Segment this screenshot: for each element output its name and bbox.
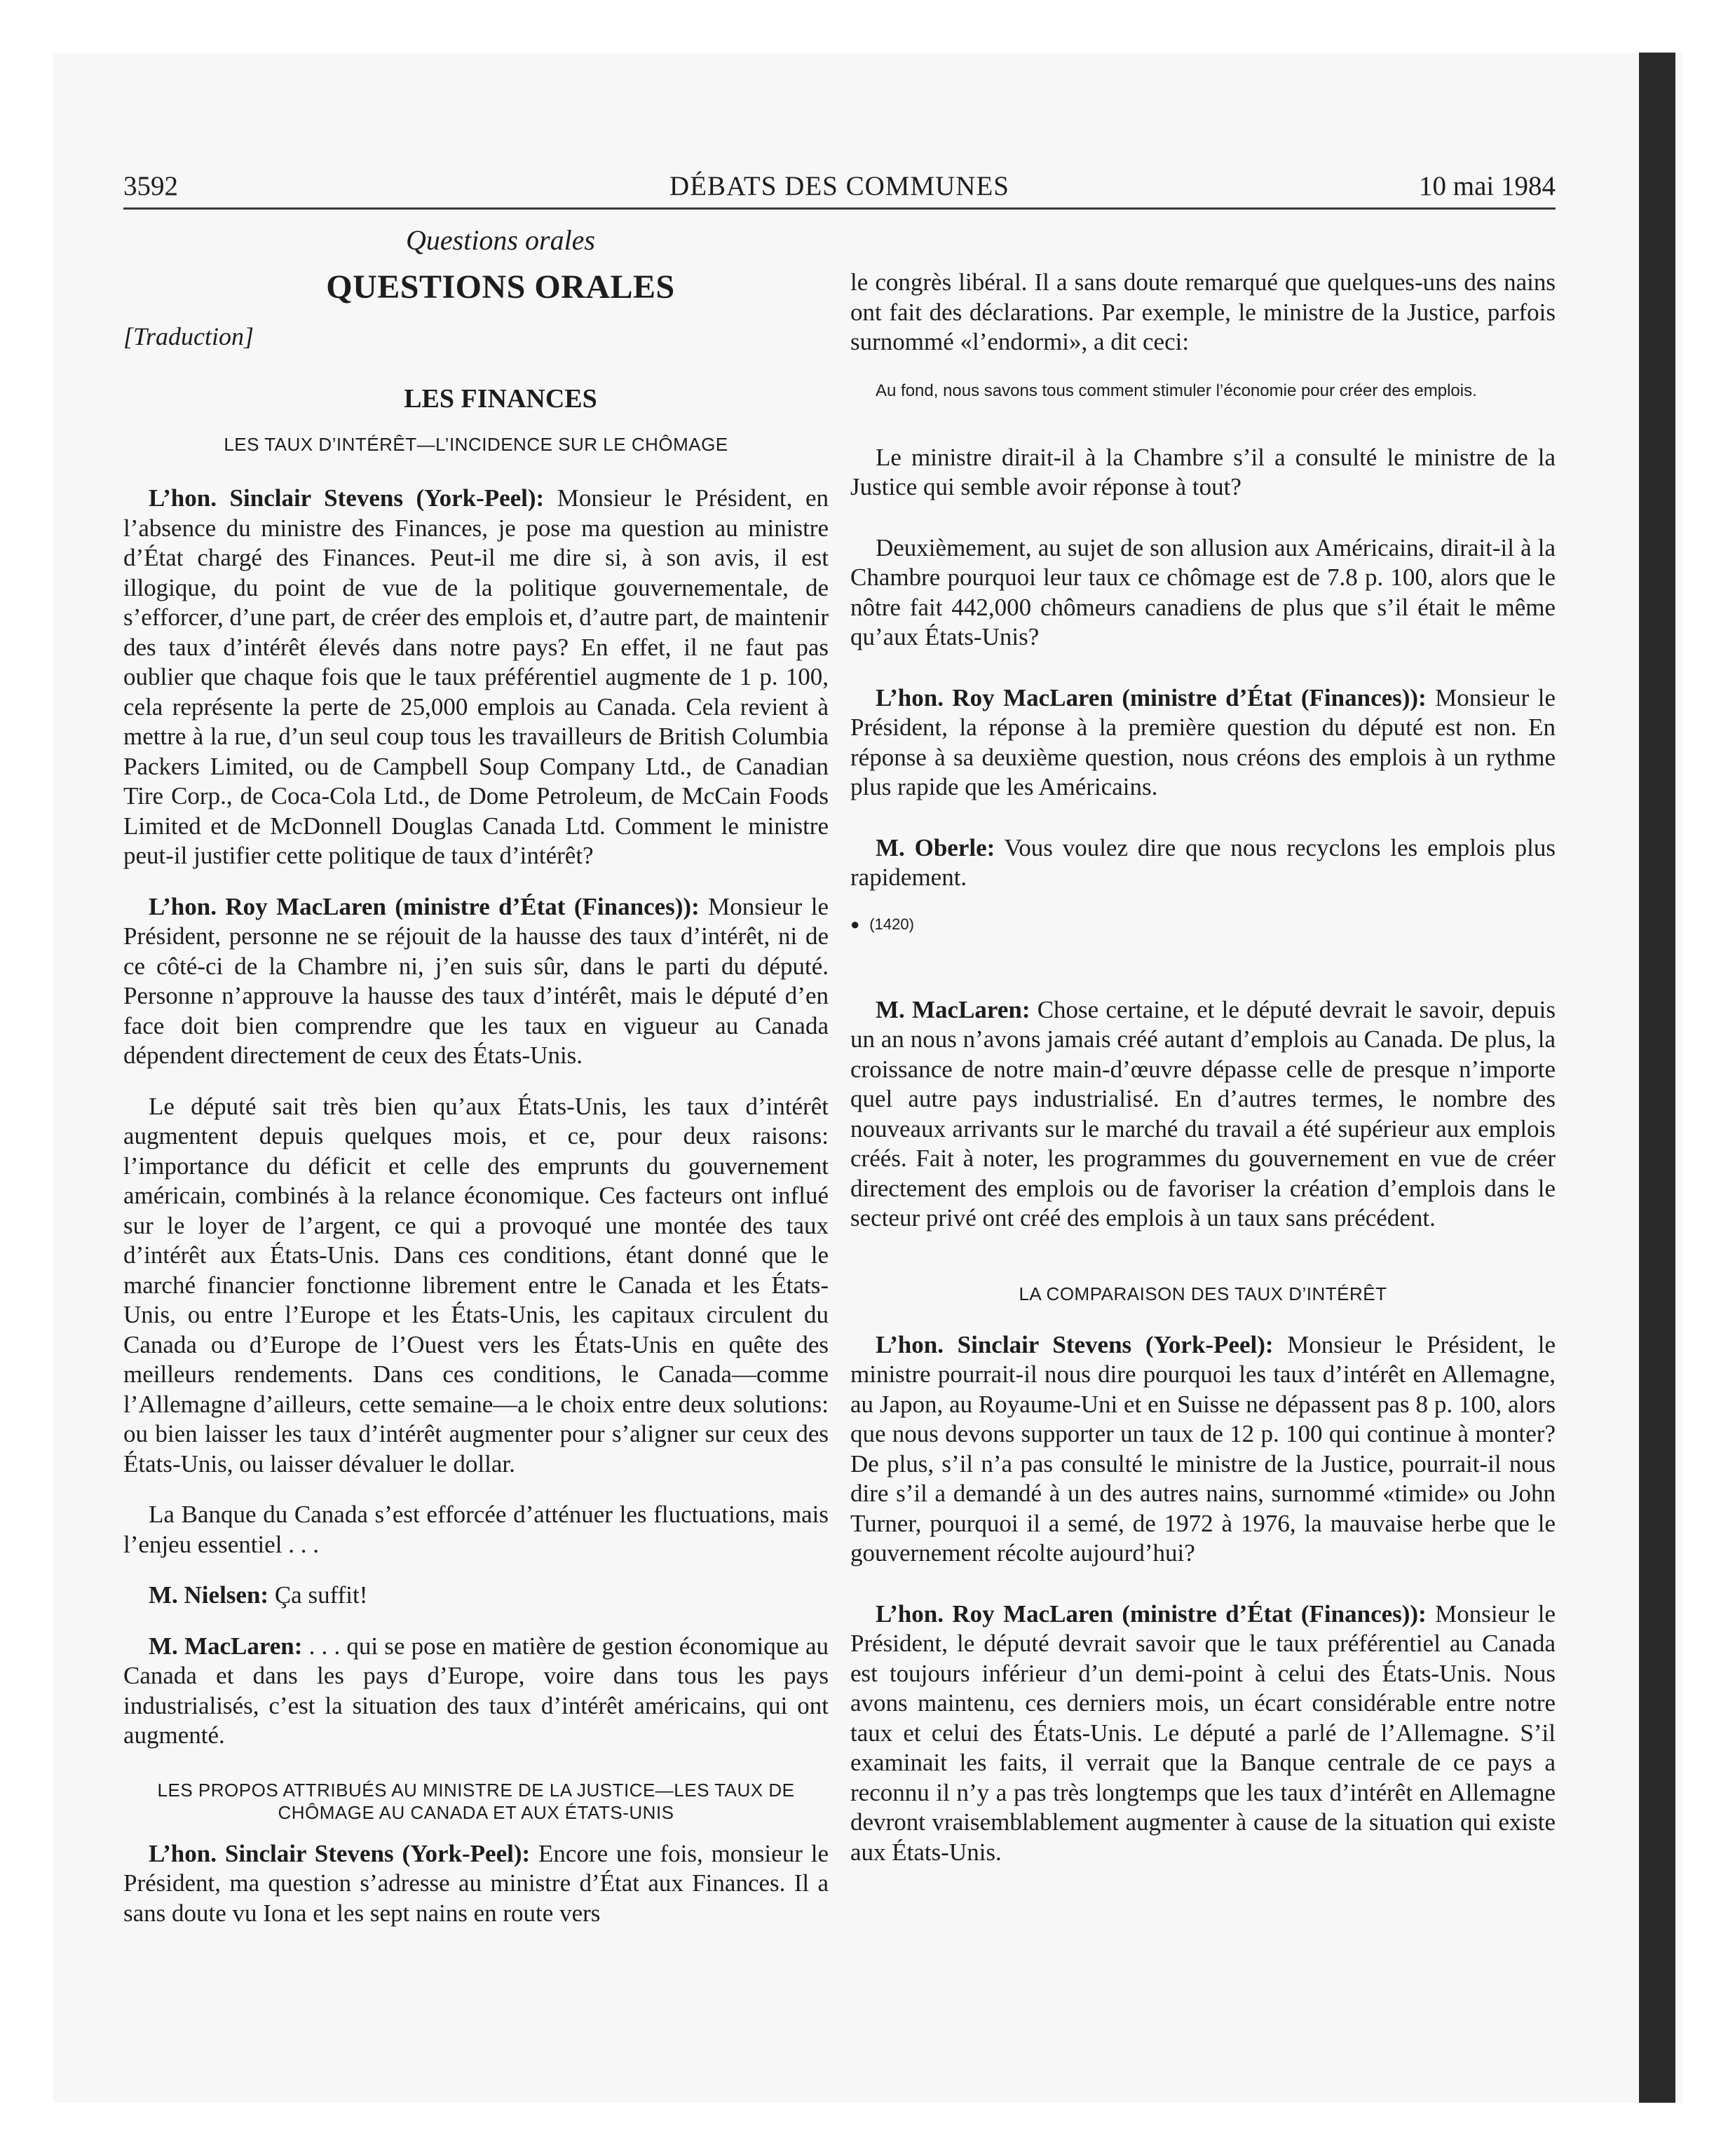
- speaker-name: M. Oberle:: [876, 833, 995, 861]
- speech-paragraph: [850, 683, 1556, 803]
- publication-date: 10 mai 1984: [1419, 171, 1556, 201]
- speech-text: Monsieur le Président, le député devrait savoir que le taux préférentiel au Canada est toujours inférieur d’un demi-point à celui des États-Unis. Nous avons maintenu, ces derniers mois, un écart considérable entre notre taux et celui des États-Unis. Le député a parlé de l’Allemagne. S’il examinait les faits, il verrait que la Banque centrale de ce pays a reconnu il n’y a pas très longtemps que les taux d’intérêt en Allemagne devront vraisemblablement augmenter à cause de la situation qui existe aux États-Unis.: [850, 1599, 1556, 1866]
- speech-paragraph: Deuxièmement, au sujet de son allusion aux Américains, dirait-il à la Chambre pourquoi leur taux ce chômage est de 7.8 p. 100, alors que le nôtre fait 442,000 chômeurs canadiens de plus que s’il était le même qu’aux États-Unis?: [850, 533, 1556, 650]
- main-title: QUESTIONS ORALES: [326, 268, 675, 306]
- speech-paragraph: [123, 1581, 829, 1611]
- speech-paragraph: [123, 1839, 829, 1929]
- speech-text: . . . qui se pose en matière de gestion économique au Canada et dans les pays d’Europe, voire dans tous les pays industrialisés, c’est la situation des taux d’intérêt américains, qui ont augmenté.: [123, 1632, 829, 1749]
- speech-paragraph: [123, 1632, 829, 1751]
- speech-text: Monsieur le Président, le ministre pourrait-il nous dire pourquoi les taux d’intérêt en Allemagne, au Japon, au Royaume-Uni et en Suisse ne dépassent pas 8 p. 100, alors que nous devons supporter un taux de 12 p. 100 qui continue à monter? De plus, s’il n’a pas consulté le ministre de la Justice, pourrait-il nous dire s’il a demandé à un des autres nains, surnommé «timide» ou John Turner, pourquoi il a semé, de 1972 à 1976, la mauvaise herbe que le gouvernement récolte aujourd’hui?: [850, 1330, 1556, 1567]
- subsection-title: LES PROPOS ATTRIBUÉS AU MINISTRE DE LA JUSTICE—LES TAUX DE CHÔMAGE AU CANADA ET AUX ÉTATS-UNIS: [157, 1779, 795, 1823]
- rubric: Questions orales: [406, 224, 595, 256]
- left-column: [123, 223, 829, 1949]
- time-marker: [850, 914, 1556, 935]
- speech-text: Ça suffit!: [268, 1581, 368, 1609]
- section-title: LES FINANCES: [404, 384, 597, 414]
- subsection-title: LES TAUX D’INTÉRÊT—L’INCIDENCE SUR LE CHÔMAGE: [224, 434, 728, 455]
- speech-paragraph: La Banque du Canada s’est efforcée d’atténuer les fluctuations, mais l’enjeu essentiel . . .: [123, 1501, 829, 1558]
- translation-note: [Traduction]: [123, 322, 254, 350]
- speaker-name: M. MacLaren:: [149, 1632, 303, 1660]
- speaker-name: L’hon. Sinclair Stevens (York-Peel):: [149, 484, 545, 512]
- speech-paragraph: [850, 833, 1556, 893]
- bullet-icon: ●: [850, 915, 860, 933]
- speech-paragraph: le congrès libéral. Il a sans doute remarqué que quelques-uns des nains ont fait des déclarations. Par exemple, le ministre de la Justice, parfois surnommé «l’endormi», a dit ceci:: [850, 268, 1556, 355]
- speech-paragraph: Le ministre dirait-il à la Chambre s’il a consulté le ministre de la Justice qui semble avoir réponse à tout?: [850, 443, 1556, 500]
- speech-paragraph: [123, 892, 829, 1071]
- speech-paragraph: [850, 1330, 1556, 1569]
- speaker-name: L’hon. Roy MacLaren (ministre d’État (Finances)):: [876, 683, 1427, 711]
- page-number: 3592: [123, 171, 178, 201]
- speech-paragraph: Le député sait très bien qu’aux États-Unis, les taux d’intérêt augmentent depuis quelques mois, et ce, pour deux raisons: l’importance du déficit et celle des emprunts du gouvernement américain, combinés à la relance économique. Ces facteurs ont influé sur le loyer de l’argent, ce qui a provoqué une montée des taux d’intérêt aux États-Unis. Dans ces conditions, étant donné que le marché financier fonctionne librement entre le Canada et les États-Unis, ou entre l’Europe et les États-Unis, les capitaux circulent du Canada ou d’Europe de l’Ouest vers les États-Unis en quête des meilleurs rendements. Dans ces conditions, le Canada—comme l’Allemagne d’ailleurs, cette semaine—a le choix entre deux solutions: ou bien laisser les taux d’intérêt augmenter pour s’aligner sur ceux des États-Unis, ou laisser dévaluer le dollar.: [123, 1092, 829, 1478]
- subsection-title: LA COMPARAISON DES TAUX D’INTÉRÊT: [1019, 1283, 1387, 1304]
- publication-title: DÉBATS DES COMMUNES: [669, 171, 1009, 201]
- speech-text: Chose certaine, et le député devrait le savoir, depuis un an nous n’avons jamais créé autant d’emplois au Canada. De plus, la croissance de notre main-d’œuvre dépasse celle de presque n’importe quel autre pays industrialisé. En d’autres termes, le nombre des nouveaux arrivants sur le marché du travail a été supérieur aux emplois créés. Fait à noter, les programmes du gouvernement en vue de créer directement des emplois ou de favoriser la création d’emplois dans le secteur privé ont créé des emplois à un taux sans précédent.: [850, 995, 1556, 1231]
- page-header: [123, 171, 1556, 210]
- speech-text: Monsieur le Président, personne ne se réjouit de la hausse des taux d’intérêt, ni de ce côté-ci de la Chambre ni, j’en suis sûr, dans le parti du député. Personne n’approuve la hausse des taux d’intérêt, mais le député d’en face doit bien comprendre que les taux en vigueur au Canada dépendent directement de ceux des États-Unis.: [123, 892, 829, 1069]
- speech-text: Monsieur le Président, la réponse à la première question du député est non. En réponse à sa deuxième question, nous créons des emplois à un rythme plus rapide que les Américains.: [850, 683, 1556, 800]
- speech-text: Vous voulez dire que nous recyclons les emplois plus rapidement.: [850, 833, 1556, 891]
- speech-text: Encore une fois, monsieur le Président, ma question s’adresse au ministre d’État aux Finances. Il a sans doute vu Iona et les sept nains en route vers: [123, 1839, 829, 1927]
- speech-paragraph: [850, 1599, 1556, 1868]
- speech-text: Monsieur le Président, en l’absence du ministre des Finances, je pose ma question au ministre d’État chargé des Finances. Peut-il me dire si, à son avis, il est illogique, du point de vue de la politique gouvernementale, de s’efforcer, d’une part, de créer des emplois et, d’autre part, de maintenir des taux d’intérêt élevés dans notre pays? En effet, il ne faut pas oublier que chaque fois que le taux préférentiel augmente de 1 p. 100, cela représente la perte de 25,000 emplois au Canada. Cela revient à mettre à la rue, d’un seul coup tous les travailleurs de British Columbia Packers Limited, ou de Campbell Soup Company Ltd., de Canadian Tire Corp., de Coca-Cola Ltd., de Dome Petroleum, de McCain Foods Limited et de McDonnell Douglas Canada Ltd. Comment le ministre peut-il justifier cette politique de taux d’intérêt?: [123, 484, 829, 869]
- time-stamp: (1420): [869, 915, 914, 933]
- speaker-name: L’hon. Roy MacLaren (ministre d’État (Finances)):: [876, 1599, 1427, 1628]
- scan-edge-bar: [1639, 53, 1675, 2103]
- speaker-name: L’hon. Sinclair Stevens (York-Peel):: [876, 1330, 1274, 1358]
- right-column: [850, 268, 1556, 1888]
- speaker-name: L’hon. Roy MacLaren (ministre d’État (Finances)):: [149, 892, 700, 920]
- speech-paragraph: [123, 484, 829, 871]
- speaker-name: M. Nielsen:: [149, 1581, 269, 1609]
- speech-paragraph: [850, 995, 1556, 1234]
- speaker-name: M. MacLaren:: [876, 995, 1030, 1023]
- speaker-name: L’hon. Sinclair Stevens (York-Peel):: [149, 1839, 531, 1867]
- quotation: Au fond, nous savons tous comment stimuler l’économie pour créer des emplois.: [876, 381, 1477, 400]
